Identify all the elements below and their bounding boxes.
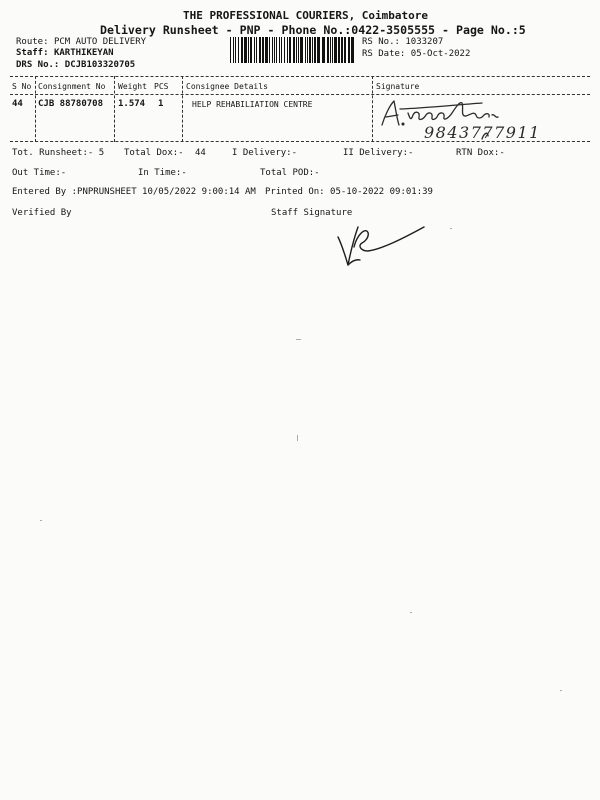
total-dox-value: 44 bbox=[195, 148, 206, 158]
barcode-bar bbox=[338, 37, 340, 63]
barcode-bar bbox=[341, 37, 343, 63]
scan-speck bbox=[40, 520, 42, 521]
cell-pcs: 1 bbox=[158, 99, 164, 109]
barcode-bar bbox=[287, 37, 288, 63]
rs-no-label: RS No.: bbox=[362, 37, 400, 47]
total-pod: Total POD:- bbox=[260, 168, 320, 178]
scan-speck bbox=[410, 612, 412, 613]
signature-phone: 9843777911 bbox=[424, 123, 541, 141]
barcode-bar bbox=[309, 37, 311, 63]
total-runsheet: Tot. Runsheet:- 5 bbox=[12, 148, 105, 158]
barcode-bar bbox=[274, 37, 275, 63]
barcode-bar bbox=[327, 37, 329, 63]
column-divider bbox=[182, 76, 183, 142]
scan-speck bbox=[296, 339, 301, 340]
staff-signature-label: Staff Signature bbox=[271, 208, 353, 218]
column-divider bbox=[35, 76, 36, 142]
barcode-bar bbox=[351, 37, 354, 63]
barcode-bar bbox=[256, 37, 257, 63]
barcode-bar bbox=[348, 37, 350, 63]
rs-no-line bbox=[362, 37, 443, 47]
barcode-bar bbox=[272, 37, 273, 63]
barcode-bar bbox=[314, 37, 316, 63]
rs-date-value: 05-Oct-2022 bbox=[410, 49, 471, 59]
cell-consignee: HELP REHABILIATION CENTRE bbox=[192, 100, 313, 109]
header-weight: Weight bbox=[118, 82, 147, 91]
barcode-bar bbox=[284, 37, 285, 63]
runsheet-title: Delivery Runsheet - PNP - Phone No.:0422-3505555 - Page No.:5 bbox=[100, 23, 526, 37]
barcode-bar bbox=[265, 37, 268, 63]
barcode-bar bbox=[250, 37, 252, 63]
drs-label: DRS No.: bbox=[16, 60, 60, 70]
rs-date-line bbox=[362, 49, 470, 59]
header-consignee-details: Consignee Details bbox=[186, 82, 268, 91]
verified-by: Verified By bbox=[12, 208, 72, 218]
scan-speck bbox=[450, 228, 452, 229]
scan-speck bbox=[560, 690, 562, 691]
cell-weight: 1.574 bbox=[118, 99, 146, 109]
total-dox-label: Total Dox:- bbox=[124, 148, 184, 158]
barcode-bar bbox=[330, 37, 331, 63]
drs-line bbox=[16, 60, 135, 70]
barcode-bar bbox=[305, 37, 306, 63]
barcode-bar bbox=[269, 37, 270, 63]
barcode-bar bbox=[289, 37, 291, 63]
consignee-signature bbox=[376, 93, 576, 141]
printed-on: Printed On: 05-10-2022 09:01:39 bbox=[265, 187, 433, 197]
barcode-bar bbox=[344, 37, 346, 63]
barcode-bar bbox=[244, 37, 247, 63]
barcode-bar bbox=[334, 37, 337, 63]
staff-label: Staff: bbox=[16, 48, 49, 58]
table-bottom-rule bbox=[10, 141, 590, 142]
scan-speck bbox=[297, 435, 298, 441]
company-title: THE PROFESSIONAL COURIERS, Coimbatore bbox=[183, 9, 429, 22]
barcode-bar bbox=[307, 37, 308, 63]
barcode-bar bbox=[248, 37, 249, 63]
cell-consignment-no: CJB 88780708 bbox=[38, 99, 104, 109]
barcode-bar bbox=[238, 37, 239, 63]
barcode-bar bbox=[312, 37, 313, 63]
barcode-bar bbox=[300, 37, 303, 63]
barcode-bar bbox=[281, 37, 282, 63]
staff-signature bbox=[330, 215, 430, 270]
out-time: Out Time:- bbox=[12, 168, 67, 178]
header-signature: Signature bbox=[376, 82, 420, 91]
barcode-bar bbox=[293, 37, 295, 63]
barcode-bar bbox=[254, 37, 255, 63]
barcode-bar bbox=[233, 37, 234, 63]
barcode-bar bbox=[332, 37, 333, 63]
route-label: Route: bbox=[16, 37, 49, 47]
drs-value: DCJB103320705 bbox=[64, 60, 136, 70]
header-consignment-no: Consignment No bbox=[38, 82, 106, 91]
entered-by: Entered By :PNPRUNSHEET 10/05/2022 9:00:14 AM bbox=[12, 187, 256, 197]
header-s-no: S No bbox=[12, 82, 32, 91]
barcode-bar bbox=[296, 37, 297, 63]
barcode-bar bbox=[262, 37, 264, 63]
staff-line bbox=[16, 48, 114, 58]
staff-value: KARTHIKEYAN bbox=[53, 48, 114, 58]
rtn-dox: RTN Dox:- bbox=[456, 148, 505, 158]
rs-no-value: 1033207 bbox=[405, 37, 444, 47]
barcode-bar bbox=[317, 37, 320, 63]
barcode-bar bbox=[241, 37, 243, 63]
barcode-bar bbox=[259, 37, 261, 63]
barcode-bar bbox=[230, 37, 231, 63]
column-divider bbox=[372, 76, 373, 142]
route-value: PCM AUTO DELIVERY bbox=[53, 37, 147, 47]
barcode-bar bbox=[322, 37, 325, 63]
route-line bbox=[16, 37, 146, 47]
column-divider bbox=[114, 76, 115, 142]
cell-s-no: 44 bbox=[12, 99, 23, 109]
i-delivery: I Delivery:- bbox=[232, 148, 298, 158]
barcode bbox=[228, 37, 356, 63]
barcode-bar bbox=[276, 37, 277, 63]
rs-date-label: RS Date: bbox=[362, 49, 406, 59]
header-pcs: PCS bbox=[154, 82, 169, 91]
in-time: In Time:- bbox=[138, 168, 187, 178]
barcode-bar bbox=[279, 37, 280, 63]
barcode-bar bbox=[235, 37, 236, 63]
ii-delivery: II Delivery:- bbox=[343, 148, 414, 158]
table-top-rule bbox=[10, 76, 590, 77]
barcode-bar bbox=[298, 37, 299, 63]
